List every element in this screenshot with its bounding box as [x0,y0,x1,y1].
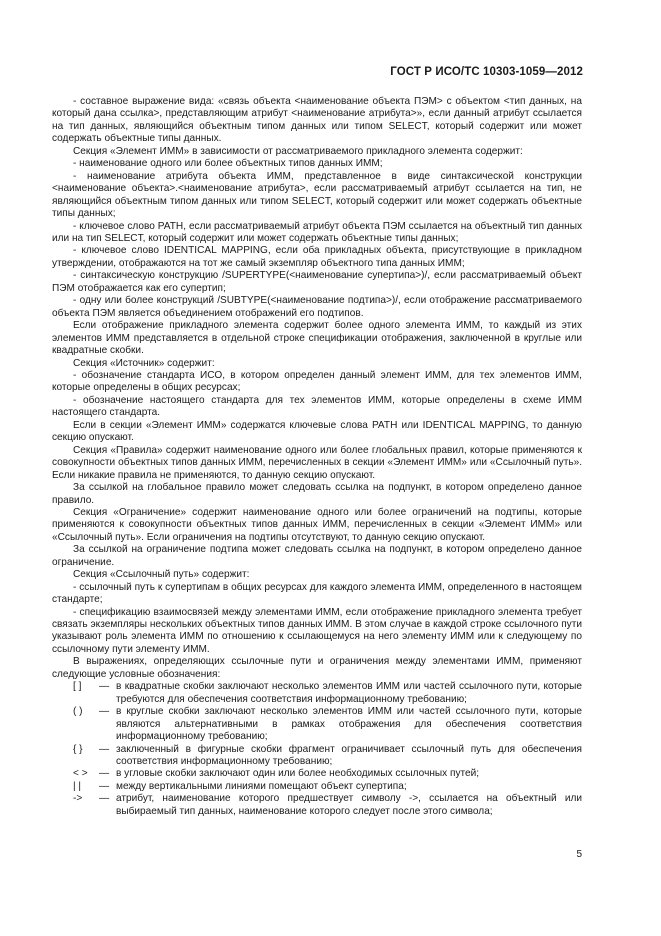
notation-list [52,681,582,818]
notation-symbol: { } [73,743,83,755]
document-body [52,96,582,818]
notation-text: в угловые скобки заключают один или более необходимых ссылочных путей; [116,768,480,780]
notation-dash: — [99,768,110,780]
notation-symbol: | | [73,780,82,792]
paragraph: - ключевое слово IDENTICAL MAPPING, если оба прикладных объекта, присутствующие в прикладном утверждении, отображаются на тот же самый экземпляр объектного типа данных ИММ; [52,245,582,269]
paragraph: - наименование атрибута объекта ИММ, представленное в виде синтаксической конструкции <наименование объекта>.<наименование атрибута>, если рассматриваемый атрибут ссылается на тип, не являющийся объектным типом данных или типом SELECT, который содержит или может содержать объектные типы данных; [52,170,582,220]
document-header: ГОСТ Р ИСО/ТС 10303-1059—2012 [390,66,583,78]
paragraph: Если в секции «Элемент ИММ» содержатся ключевые слова PATH или IDENTICAL MAPPING, то данную секцию опускают. [52,419,582,444]
notation-symbol: ( ) [73,706,83,718]
paragraph: - ссылочный путь к супертипам в общих ресурсах для каждого элемента ИММ, определенного в настоящем стандарте; [52,581,582,606]
paragraph: - наименование одного или более объектных типов данных ИММ; [73,158,383,170]
paragraph: Секция «Элемент ИММ» в зависимости от рассматриваемого прикладного элемента содержит: [73,145,523,157]
notation-text: в квадратные скобки заключают несколько элементов ИММ или частей ссылочного пути, которые требуются для обеспечения соответствия информационному требованию; [116,681,582,705]
notation-dash: — [99,681,110,693]
paragraph: За ссылкой на ограничение подтипа может следовать ссылка на подпункт, в котором определено данное ограничение. [52,544,582,568]
paragraph: - обозначение стандарта ИСО, в котором определен данный элемент ИММ, для тех элементов ИММ, которые определены в общих ресурсах; [52,369,582,394]
notation-item [52,681,582,706]
notation-text: атрибут, наименование которого предшествует символу ->, ссылается на объектный или выбираемый тип данных, наименование которого следует после этого символа; [116,793,582,817]
notation-item [52,706,582,743]
notation-dash: — [99,706,110,718]
paragraph: - спецификацию взаимосвязей между элементами ИММ, если отображение прикладного элемента требует связать экземпляры нескольких объектных типов данных ИММ. В этом случае в каждой строке ссылочного пути указывают роль элемента ИММ по отношению к ссылающемуся на него элементу ИММ или к следующему по ссылочному пути элементу ИММ. [52,606,582,655]
paragraph: В выражениях, определяющих ссылочные пути и ограничения между элементами ИММ, применяют следующие условные обозначения: [52,656,582,680]
paragraph: Секция «Ограничение» содержит наименование одного или более ограничений на подтипы, которые применяются к совокупности объектных типов данных ИММ, перечисленных в секции «Элемент ИММ» или «Ссылочный путь». Если ограничения на подтипы отсутствуют, то данную секцию опускают. [52,506,582,543]
paragraph: - синтаксическую конструкцию /SUPERTYPE(<наименование супертипа>)/, если рассматриваемый объект ПЭМ отображается как его супертип; [52,270,582,294]
notation-dash: — [99,780,110,792]
notation-item [52,793,582,818]
paragraph: - составное выражение вида: «связь объекта <наименование объекта ПЭМ> с объектом <тип данных, на который дана ссылка>, представляющим атрибут <наименование атрибута>», если данный атрибут ссылается на тип данных, являющийся объектным типом данных или типом SELECT, который содержит или может содержать объектные типы данных. [52,96,582,145]
notation-dash: — [99,743,110,755]
notation-item [52,744,582,769]
paragraph: Секция «Ссылочный путь» содержит: [73,569,250,581]
notation-text: заключенный в фигурные скобки фрагмент ограничивает ссылочный путь для обеспечения соответствия информационному требованию; [116,743,582,768]
notation-item [52,768,582,780]
paragraph: Если отображение прикладного элемента содержит более одного элемента ИММ, то каждый из этих элементов ИММ представляется в отдельной строке спецификации отображения, заключенной в круглые или квадратные скобки. [52,320,582,357]
paragraph: - обозначение настоящего стандарта для тех элементов ИММ, которые определены в схеме ИММ настоящего стандарта. [52,394,582,419]
notation-text: в круглые скобки заключают несколько элементов ИММ или частей ссылочного пути, которые являются альтернативными в рамках отображения для обеспечения соответствия информационному требованию; [116,706,582,743]
notation-symbol: < > [73,768,88,780]
notation-symbol: [ ] [73,681,82,693]
paragraph: Секция «Правила» содержит наименование одного или более глобальных правил, которые применяются к совокупности объектных типов данных ИММ, перечисленных в секции «Элемент ИММ» или «Ссылочный путь». Если никакие правила не применяются, то данную секцию опускают. [52,444,582,481]
notation-dash: — [99,793,110,805]
paragraph: - одну или более конструкций /SUBTYPE(<наименование подтипа>)/, если отображение рассматриваемого объекта ПЭМ является объединением отображений его подтипов. [52,295,582,319]
paragraph: Секция «Источник» содержит: [73,357,215,369]
notation-symbol: -> [73,793,83,805]
notation-text: между вертикальными линиями помещают объект супертипа; [116,780,407,792]
notation-item [52,781,582,793]
page-number: 5 [576,849,582,860]
paragraph: - ключевое слово PATH, если рассматриваемый атрибут объекта ПЭМ ссылается на объектный тип данных или на тип SELECT, который содержит или может содержать объектные типы данных; [52,220,582,244]
paragraph: За ссылкой на глобальное правило может следовать ссылка на подпункт, в котором определено данное правило. [52,482,582,506]
